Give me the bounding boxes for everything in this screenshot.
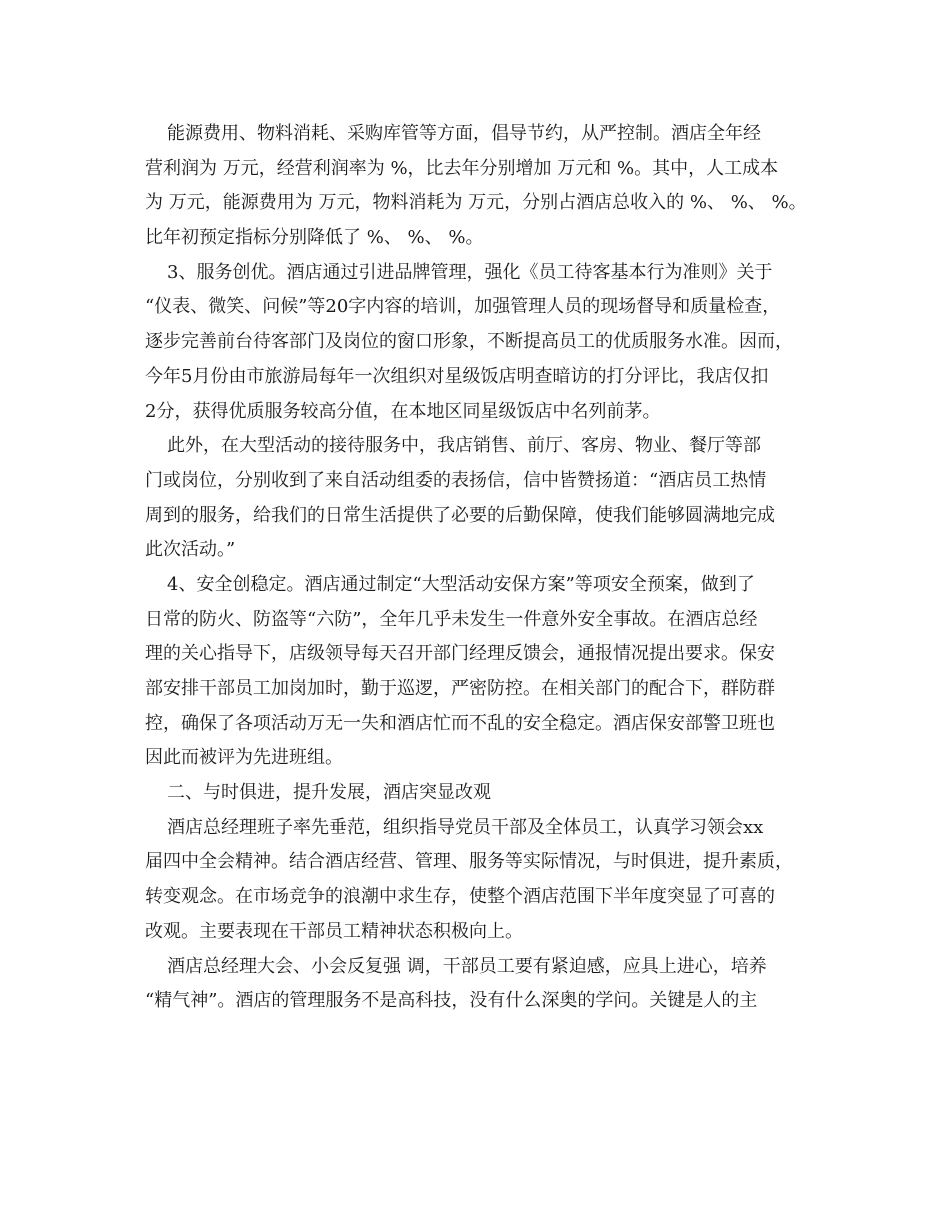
text-line: 比年初预定指标分别降低了 %、 %、 %。 — [145, 227, 484, 249]
text-line: 能源费用、物料消耗、采购库管等方面，倡导节约，从严控制。酒店全年经 — [167, 123, 761, 144]
document-body — [145, 117, 817, 1019]
text-line: 为 万元，能源费用为 万元，物料消耗为 万元，分别占酒店总收入的 %、 %、 %。 — [145, 192, 807, 214]
text-line: 酒店总经理大会、小会反复强 调，干部员工要有紧迫感，应具上进心，培养 — [167, 955, 767, 977]
text-line: 今年5月份由市旅游局每年一次组织对星级饭店明查暗访的打分评比，我店仅扣 — [145, 365, 769, 387]
text-line: 逐步完善前台待客部门及岗位的窗口形象，不断提高员工的优质服务水准。因而， — [145, 331, 793, 353]
text-line: 控，确保了各项活动万无一失和酒店忙而不乱的安全稳定。酒店保安部警卫班也 — [145, 712, 775, 734]
text-line: 理的关心指导下，店级领导每天召开部门经理反馈会，通报情况提出要求。保安 — [145, 643, 775, 665]
text-line: “仪表、微笑、问候”等20字内容的培训，加强管理人员的现场督导和质量检查， — [145, 296, 781, 318]
text-line: 3、服务创优。酒店通过引进品牌管理，强化《员工待客基本行为准则》关于 — [167, 261, 773, 283]
text-line: “精气神”。酒店的管理服务不是高科技，没有什么深奥的学问。关键是人的主 — [145, 990, 758, 1012]
text-line: 酒店总经理班子率先垂范，组织指导党员干部及全体员工，认真学习领会xx — [167, 816, 764, 838]
text-line: 周到的服务，给我们的日常生活提供了必要的后勤保障，使我们能够圆满地完成 — [145, 504, 775, 526]
text-line: 转变观念。在市场竞争的浪潮中求生存，使整个酒店范围下半年度突显了可喜的 — [145, 886, 775, 908]
text-line: 部安排干部员工加岗加时，勤于巡逻，严密防控。在相关部门的配合下，群防群 — [145, 678, 775, 699]
text-line: 此次活动。” — [145, 539, 236, 561]
text-line: 日常的防火、防盗等“六防”，全年几乎未发生一件意外安全事故。在酒店总经 — [145, 608, 758, 630]
text-line: 改观。主要表现在干部员工精神状态积极向上。 — [145, 920, 523, 942]
text-line: 因此而被评为先进班组。 — [145, 747, 343, 769]
text-line: 届四中全会精神。结合酒店经营、管理、服务等实际情况，与时俱进，提升素质， — [145, 851, 793, 873]
text-line: 此外，在大型活动的接待服务中，我店销售、前厅、客房、物业、餐厅等部 — [167, 435, 761, 457]
text-line: 门或岗位，分别收到了来自活动组委的表扬信，信中皆赞扬道：“酒店员工热情 — [145, 469, 767, 491]
text-line: 营利润为 万元，经营利润率为 %，比去年分别增加 万元和 %。其中，人工成本 — [145, 157, 779, 179]
text-line: 4、安全创稳定。酒店通过制定“大型活动安保方案”等项安全预案，做到了 — [167, 573, 755, 595]
text-line: 2分，获得优质服务较高分值，在本地区同星级饭店中名列前茅。 — [145, 400, 661, 422]
section-heading: 二、与时俱进，提升发展，酒店突显改观 — [167, 782, 491, 804]
